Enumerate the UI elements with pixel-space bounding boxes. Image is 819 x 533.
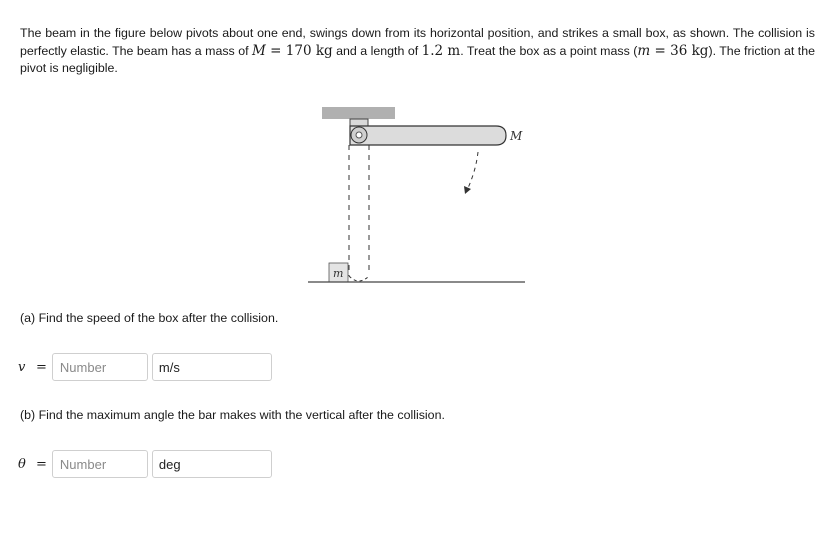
beam-mass-symbol: M (252, 42, 266, 59)
box-label: m (333, 267, 344, 280)
swing-arrow-icon (464, 186, 471, 194)
problem-text-1: The beam in the figure below pivots about one end, swings down from its horizontal position, and strikes a small box, as shown. The collision is perfectly elastic. The beam has a mass of (20, 26, 815, 58)
problem-statement (20, 25, 815, 78)
beam-mass-value: = 170 kg (270, 42, 333, 59)
beam-mass (252, 43, 333, 59)
angle-input[interactable] (52, 450, 148, 478)
angle-variable: θ (18, 456, 26, 472)
speed-input[interactable] (52, 353, 148, 381)
problem-text-3: . Treat the box as a point mass ( (460, 43, 638, 58)
pivot-icon (356, 132, 362, 138)
answer-row-a (18, 352, 272, 382)
velocity-variable: v (18, 359, 26, 375)
box-mass-symbol: m (637, 42, 651, 59)
beam (350, 126, 506, 145)
problem-text-4: ). The friction at the pivot is negligible. (20, 43, 816, 75)
equals-sign-b: = (36, 456, 47, 472)
box-mass (637, 43, 708, 59)
answer-row-b (18, 449, 272, 479)
swing-path (468, 152, 478, 188)
beam-length-value: 1.2 m (421, 42, 461, 59)
beam-diagram (300, 100, 540, 290)
equals-sign-a: = (36, 359, 47, 375)
problem-text-2: and a length of (332, 43, 422, 58)
beam-label: M (510, 129, 523, 143)
dashed-beam-end (349, 276, 369, 281)
speed-unit: m/s (152, 353, 272, 381)
ceiling-plate (322, 107, 395, 119)
question-a: (a) Find the speed of the box after the collision. (20, 311, 279, 325)
box-mass-value: = 36 kg (654, 42, 709, 59)
question-b: (b) Find the maximum angle the bar makes with the vertical after the collision. (20, 408, 445, 422)
angle-unit: deg (152, 450, 272, 478)
